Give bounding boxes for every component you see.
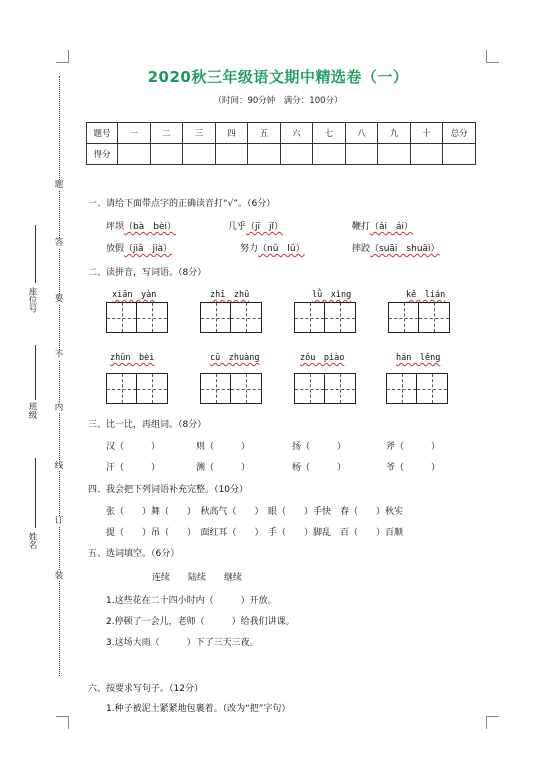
binding-mark: 要 (54, 294, 64, 304)
s2-pinyin: kě lián (406, 290, 446, 300)
tianzige-box[interactable] (388, 302, 419, 333)
s1-word: 努力 (240, 244, 259, 254)
seat-number-label: 座位号 (27, 287, 37, 313)
binding-dotted-line (59, 76, 60, 676)
tianzige-box[interactable] (106, 302, 137, 333)
score-cell: 总分 (443, 123, 476, 144)
binding-mark: 装 (54, 571, 64, 581)
score-cell: 八 (345, 123, 378, 144)
s2-writing-boxes[interactable] (106, 302, 168, 333)
s1-word: 鞭打 (352, 222, 371, 232)
s1-word: 放假 (106, 244, 125, 254)
s2-pinyin: zhūn bèi (110, 353, 155, 363)
s3-item[interactable]: 扬（ ） (292, 442, 347, 452)
s1-pinyin[interactable]: （ǎi ái） (370, 222, 414, 232)
score-input-cell[interactable] (443, 144, 476, 165)
section-5-heading: 五、选词填空。（6分） (88, 549, 180, 559)
s3-item[interactable]: 斧（ ） (386, 442, 441, 452)
tianzige-box[interactable] (417, 373, 448, 404)
binding-mark: 内 (54, 403, 64, 413)
s1-word: 摔跤 (352, 244, 371, 254)
tianzige-box[interactable] (200, 302, 231, 333)
s4-row[interactable]: 提（ ）吊（ ） 面红耳（ ） 手（ ）脚乱 百（ ）百顺 (106, 528, 404, 538)
score-cell: 九 (378, 123, 411, 144)
score-cell: 七 (313, 123, 346, 144)
binding-mark: 答 (54, 238, 64, 248)
score-cell: 六 (280, 123, 313, 144)
s1-pinyin[interactable]: （jiǎ jià） (124, 244, 173, 254)
binding-mark: 订 (54, 516, 64, 526)
score-input-cell[interactable] (280, 144, 313, 165)
s2-writing-boxes[interactable] (294, 302, 356, 333)
tianzige-box[interactable] (294, 302, 325, 333)
s3-item[interactable]: 汉（ ） (106, 442, 161, 452)
tianzige-box[interactable] (137, 302, 168, 333)
s3-item[interactable]: 汗（ ） (106, 463, 161, 473)
class-label: 班级 (27, 402, 37, 419)
binding-mark: 题 (54, 180, 64, 190)
s4-row[interactable]: 张（ ）舞（ ） 秋高气（ ） 眼（ ）手快 春（ ）秋实 (106, 507, 404, 517)
s1-pinyin[interactable]: （bà bèi） (124, 222, 176, 232)
score-table-score-row (87, 144, 476, 165)
binding-mark: 线 (54, 461, 64, 471)
s2-writing-boxes[interactable] (106, 373, 168, 404)
s1-pinyin[interactable]: （jī jǐ） (246, 222, 284, 232)
crop-mark-bottom-right (486, 716, 499, 729)
s2-writing-boxes[interactable] (388, 302, 450, 333)
binding-mark: 不 (54, 350, 64, 360)
s5-word-choices: 连续 陆续 继续 (152, 573, 243, 583)
tianzige-box[interactable] (106, 373, 137, 404)
score-input-cell[interactable] (378, 144, 411, 165)
score-cell: 一 (118, 123, 151, 144)
s2-pinyin: cū zhuàng (210, 353, 260, 363)
s2-writing-boxes[interactable] (200, 302, 262, 333)
s1-item (106, 241, 172, 254)
score-cell: 二 (150, 123, 183, 144)
s3-item[interactable]: 爷（ ） (386, 463, 441, 473)
s2-pinyin: hán lěng (396, 353, 441, 363)
s1-word: 坪坝 (106, 222, 125, 232)
tianzige-box[interactable] (231, 373, 262, 404)
s2-writing-boxes[interactable] (294, 373, 356, 404)
exam-title: 2020秋三年级语文期中精选卷（一） (147, 68, 409, 86)
s2-pinyin: zǒu piào (300, 353, 345, 363)
score-input-cell[interactable] (183, 144, 216, 165)
score-input-cell[interactable] (118, 144, 151, 165)
class-blank (35, 345, 36, 400)
section-3-heading: 三、比一比，再组词。（8分） (88, 420, 207, 430)
tianzige-box[interactable] (325, 373, 356, 404)
score-input-cell[interactable] (410, 144, 443, 165)
name-label: 姓名 (27, 532, 37, 549)
score-cell: 四 (215, 123, 248, 144)
score-input-cell[interactable] (345, 144, 378, 165)
section-6-heading: 六、按要求写句子。（12分） (88, 684, 203, 694)
tianzige-box[interactable] (231, 302, 262, 333)
s1-item (352, 241, 440, 254)
score-cell: 三 (183, 123, 216, 144)
s2-pinyin: zhī zhū (210, 290, 250, 300)
crop-mark-top-right (486, 50, 499, 63)
s5-question[interactable]: 1.这些花在二十四小时内（ ）开放。 (106, 596, 277, 606)
score-input-cell[interactable] (150, 144, 183, 165)
s3-item[interactable]: 测（ ） (196, 463, 251, 473)
s6-question[interactable]: 1.种子被泥土紧紧地包裹着。（改为“把”字句） (106, 704, 291, 714)
score-table (86, 122, 476, 165)
s1-pinyin[interactable]: （nǔ lǔ） (258, 244, 305, 254)
s2-pinyin: xiān yàn (112, 290, 157, 300)
score-cell: 五 (248, 123, 281, 144)
s2-writing-boxes[interactable] (200, 373, 262, 404)
s3-item[interactable]: 杨（ ） (292, 463, 347, 473)
s1-word: 几乎 (228, 222, 247, 232)
s1-pinyin[interactable]: （suāi shuāi） (370, 244, 440, 254)
tianzige-box[interactable] (325, 302, 356, 333)
seat-number-blank (35, 225, 36, 283)
tianzige-box[interactable] (294, 373, 325, 404)
score-cell: 得分 (87, 144, 118, 165)
s1-item (228, 219, 283, 232)
s2-pinyin: lǜ xìng (312, 290, 352, 300)
crop-mark-top-left (56, 50, 69, 63)
exam-subtitle: （时间：90分钟 满分：100分） (213, 96, 343, 106)
score-table-header-row (87, 123, 476, 144)
tianzige-box[interactable] (200, 373, 231, 404)
s5-question[interactable]: 3.这场大雨（ ）下了三天三夜。 (106, 638, 259, 648)
tianzige-box[interactable] (386, 373, 417, 404)
tianzige-box[interactable] (137, 373, 168, 404)
score-input-cell[interactable] (313, 144, 346, 165)
s3-item[interactable]: 则（ ） (196, 442, 251, 452)
s5-question[interactable]: 2.停顿了一会儿，老师（ ）给我们讲课。 (106, 617, 295, 627)
section-2-heading: 二、读拼音，写词语。（8分） (88, 268, 207, 278)
score-input-cell[interactable] (248, 144, 281, 165)
s1-item (352, 219, 413, 232)
section-4-heading: 四、我会把下列词语补充完整。（10分） (88, 485, 248, 495)
name-blank (35, 458, 36, 528)
tianzige-box[interactable] (419, 302, 450, 333)
s2-writing-boxes[interactable] (386, 373, 448, 404)
score-cell: 题号 (87, 123, 118, 144)
s1-item (240, 241, 305, 254)
section-1-heading: 一、请给下面带点字的正确读音打“√”。（6分） (88, 199, 276, 209)
score-cell: 十 (410, 123, 443, 144)
s1-item (106, 219, 176, 232)
crop-mark-bottom-left (56, 716, 69, 729)
score-input-cell[interactable] (215, 144, 248, 165)
